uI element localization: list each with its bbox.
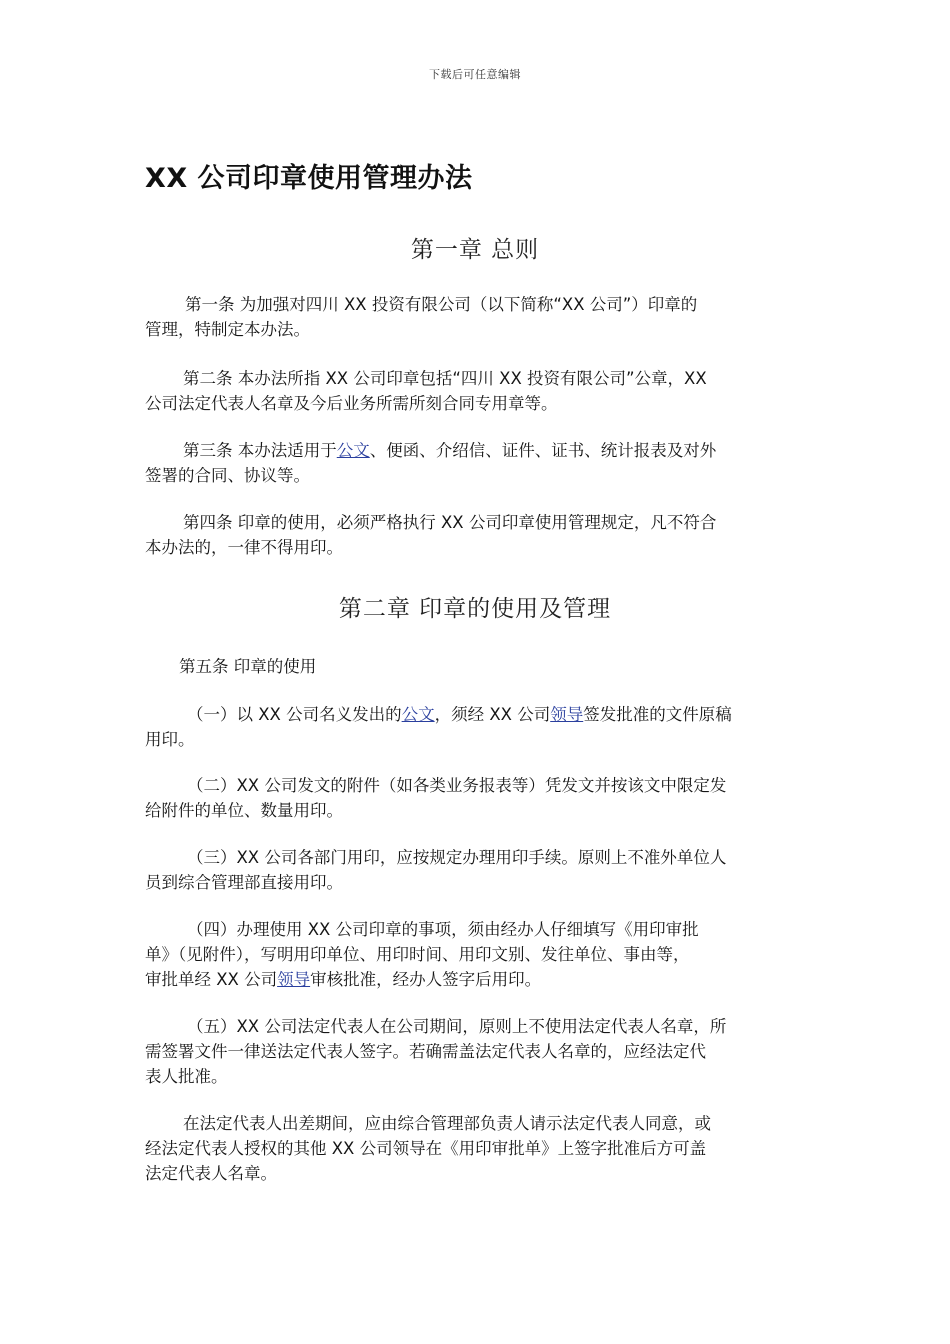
clause-4-text-pre: 审批单经 XX 公司 xyxy=(145,970,278,989)
clause-5 xyxy=(145,1014,810,1089)
clause-4-line-1: （四）办理使用 XX 公司印章的事项，须由经办人仔细填写《用印审批 xyxy=(187,920,699,939)
page-header-note: 下载后可任意编辑 xyxy=(429,68,521,81)
clause-4 xyxy=(145,917,810,992)
article-5 xyxy=(145,654,810,679)
document-title: XX 公司印章使用管理办法 xyxy=(145,163,473,194)
article-2-line-1: 第二条 本办法所指 XX 公司印章包括“四川 XX 投资有限公司”公章，XX xyxy=(183,369,707,388)
article-1 xyxy=(145,292,810,342)
lingdao-link[interactable]: 领导 xyxy=(277,970,311,989)
clause-4-line-3 xyxy=(145,967,810,992)
chapter-heading-1: 第一章 总则 xyxy=(410,237,540,263)
clause-2 xyxy=(145,773,810,823)
article-3-line-2: 签署的合同、协议等。 xyxy=(145,466,310,485)
clause-5-supplement-line-3: 法定代表人名章。 xyxy=(145,1164,277,1183)
clause-5-line-3: 表人批准。 xyxy=(145,1067,228,1086)
clause-2-line-2: 给附件的单位、数量用印。 xyxy=(145,801,343,820)
article-4 xyxy=(145,510,810,560)
clause-3-line-2: 员到综合管理部直接用印。 xyxy=(145,873,343,892)
article-4-line-1: 第四条 印章的使用，必须严格执行 XX 公司印章使用管理规定，凡不符合 xyxy=(183,513,717,532)
clause-5-supplement-line-2: 经法定代表人授权的其他 XX 公司领导在《用印审批单》上签字批准后方可盖 xyxy=(145,1139,707,1158)
clause-2-line-1: （二）XX 公司发文的附件（如各类业务报表等）凭发文并按该文中限定发 xyxy=(187,776,727,795)
clause-5-supplement xyxy=(145,1111,810,1186)
article-3-text-post: 、便函、介绍信、证件、证书、统计报表及对外 xyxy=(369,441,717,460)
article-4-line-2: 本办法的，一律不得用印。 xyxy=(145,538,343,557)
chapter-heading-2: 第二章 印章的使用及管理 xyxy=(338,596,612,622)
gongwen-link[interactable]: 公文 xyxy=(401,705,435,724)
article-1-line-2: 管理，特制定本办法。 xyxy=(145,320,310,339)
clause-1-line-1 xyxy=(145,702,810,727)
clause-3-line-1: （三）XX 公司各部门用印，应按规定办理用印手续。原则上不准外单位人 xyxy=(187,848,727,867)
clause-1-text-mid: ，须经 XX 公司 xyxy=(434,705,551,724)
clause-4-text-post: 审核批准，经办人签字后用印。 xyxy=(310,970,542,989)
lingdao-link[interactable]: 领导 xyxy=(550,705,584,724)
article-2-line-2: 公司法定代表人名章及今后业务所需所刻合同专用章等。 xyxy=(145,394,558,413)
article-5-line-1: 第五条 印章的使用 xyxy=(179,657,317,676)
article-3-text-pre: 第三条 本办法适用于 xyxy=(183,441,337,460)
gongwen-link[interactable]: 公文 xyxy=(336,441,370,460)
clause-5-line-1: （五）XX 公司法定代表人在公司期间，原则上不使用法定代表人名章，所 xyxy=(187,1017,727,1036)
article-3 xyxy=(145,438,810,488)
article-1-line-1: 第一条 为加强对四川 XX 投资有限公司（以下简称“XX 公司”）印章的 xyxy=(185,295,698,314)
clause-1 xyxy=(145,702,810,752)
article-3-line-1 xyxy=(145,438,810,463)
article-2 xyxy=(145,366,810,416)
clause-1-text-post: 签发批准的文件原稿 xyxy=(583,705,732,724)
clause-3 xyxy=(145,845,810,895)
clause-1-text-pre: （一）以 XX 公司名义发出的 xyxy=(187,705,402,724)
clause-1-line-2: 用印。 xyxy=(145,730,195,749)
clause-5-line-2: 需签署文件一律送法定代表人签字。若确需盖法定代表人名章的，应经法定代 xyxy=(145,1042,706,1061)
clause-4-line-2: 单》（见附件），写明用印单位、用印时间、用印文别、发往单位、事由等， xyxy=(145,945,690,964)
clause-5-supplement-line-1: 在法定代表人出差期间，应由综合管理部负责人请示法定代表人同意，或 xyxy=(183,1114,711,1133)
